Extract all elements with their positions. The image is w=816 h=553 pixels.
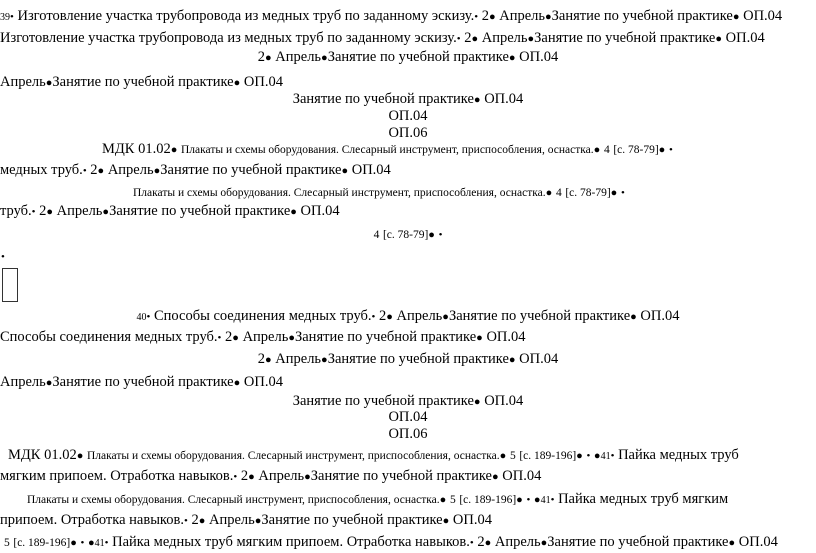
source-number: 4 [373, 229, 380, 241]
subject-code-line: ОП.06 [388, 125, 428, 141]
lesson-40-row-3 [0, 350, 816, 369]
bullet-icon: ● [198, 515, 206, 527]
subject-code: ОП.04 [725, 30, 765, 46]
lesson-topic: Способы соединения медных труб. [153, 308, 372, 324]
bullet-icon: • [586, 450, 591, 462]
lesson-39-row-3 [0, 48, 816, 67]
fragment-row [0, 202, 340, 221]
bullet-icon: • [31, 206, 36, 218]
lesson-topic: Пайка медных труб мягким припоем. Отработка навыков. [112, 534, 470, 550]
bullet-icon: • [550, 494, 555, 506]
bullet-icon: ● [473, 396, 481, 408]
bullet-icon: ● [265, 52, 272, 64]
fragment-row [0, 161, 391, 180]
bullet-icon: ● [439, 494, 447, 506]
hours: 2 [39, 203, 47, 219]
bullet-icon: ● [658, 144, 666, 156]
month: Апрель [242, 329, 289, 345]
subject-code: ОП.04 [640, 308, 680, 324]
bullet-icon: ● [254, 515, 262, 527]
month: Апрель [499, 8, 545, 24]
lesson-41-row [0, 467, 541, 486]
hours: 2 [191, 512, 199, 528]
subject-code: ОП.04 [484, 91, 524, 107]
lesson-39-row [0, 7, 782, 27]
lesson-type: Занятие по учебной практике [292, 393, 474, 409]
lesson-type: Занятие по учебной практике [292, 91, 474, 107]
month: Апрель [208, 512, 255, 528]
bullet-icon: • [80, 537, 85, 549]
materials-row-2 [27, 490, 728, 510]
lesson-type: Занятие по учебной практике [109, 203, 291, 219]
bullet-icon: ● [499, 450, 507, 462]
bullet-icon: ● [233, 377, 241, 389]
bullet-icon: • [474, 11, 479, 23]
bullet-icon: ● [471, 33, 479, 45]
bullet-icon: ● [732, 11, 740, 23]
lesson-topic: мягким припоем. Отработка навыков. [0, 468, 234, 484]
subject-code: ОП.04 [738, 534, 778, 550]
month: Апрель [56, 203, 103, 219]
hours: 2 [225, 329, 233, 345]
subject-code-line: ОП.06 [388, 426, 428, 442]
materials: Плакаты и схемы оборудования. Слесарный инструмент, приспособления, оснастка. [181, 144, 594, 156]
bullet-icon: ● [593, 450, 601, 462]
subject-code: ОП.04 [452, 512, 492, 528]
bullet-icon: ● [232, 332, 239, 344]
bullet-icon: • [526, 494, 531, 506]
empty-frame [2, 268, 18, 302]
lesson-type: Занятие по учебной практике [534, 30, 716, 46]
materials-row [133, 183, 625, 202]
bullet-icon: ● [488, 11, 496, 23]
subject-code: ОП.04 [519, 351, 559, 367]
materials: Плакаты и схемы оборудования. Слесарный инструмент, приспособления, оснастка. [133, 187, 546, 199]
lesson-topic: труб. [0, 203, 32, 219]
bullet-icon: ● [102, 206, 110, 218]
month: Апрель [481, 30, 528, 46]
bullet-icon: ● [508, 354, 516, 366]
bullet-icon: ● [442, 515, 450, 527]
bullet-icon: ● [527, 33, 535, 45]
bullet-icon: ● [97, 165, 105, 177]
bullet-icon: ● [544, 11, 552, 23]
bullet-icon: • [82, 165, 87, 177]
page-reference: [с. 78-79] [382, 229, 429, 241]
bullet-icon: • [610, 450, 615, 462]
source-number: 4 [603, 144, 610, 156]
subject-code: ОП.04 [486, 329, 526, 345]
bullet-icon: ● [170, 144, 178, 156]
bullet-icon: ● [341, 165, 349, 177]
bullet-icon: ● [290, 206, 297, 218]
bullet-icon: ● [321, 52, 328, 64]
hours: 2 [240, 468, 249, 484]
lesson-topic: Способы соединения медных труб. [0, 329, 218, 345]
lesson-type: Занятие по учебной практике [160, 162, 342, 178]
bullet-icon: ● [248, 471, 255, 483]
month: Апрель [258, 468, 305, 484]
lone-bullet [1, 247, 5, 266]
lesson-number: 39 [0, 12, 10, 23]
subject-code: ОП.04 [743, 8, 783, 24]
lesson-type: Занятие по учебной практике [547, 534, 729, 550]
bullet-icon: • [217, 332, 222, 344]
mdk-row [102, 140, 673, 159]
lesson-40-row [0, 307, 816, 327]
hours: 2 [477, 534, 485, 550]
bullet-icon: • [10, 11, 14, 23]
mdk-code: МДК 01.02 [8, 447, 77, 463]
bullet-icon: • [469, 537, 474, 549]
bullet-icon: ● [46, 206, 54, 218]
source-number: 5 [449, 494, 456, 506]
hours: 2 [379, 308, 387, 324]
lesson-type: Занятие по учебной практике [52, 74, 234, 90]
bullet-icon: ● [476, 332, 483, 344]
hours: 2 [257, 351, 265, 367]
bullet-icon: ● [70, 537, 77, 549]
source-number: 5 [4, 537, 10, 549]
bullet-icon: • [620, 187, 625, 199]
bullet-icon: • [371, 311, 376, 323]
bullet-icon: ● [533, 494, 541, 506]
mdk-row-2 [8, 446, 739, 466]
materials: Плакаты и схемы оборудования. Слесарный инструмент, приспособления, оснастка. [27, 494, 440, 506]
month: Апрель [107, 162, 154, 178]
mdk-code: МДК 01.02 [102, 141, 171, 157]
bullet-icon: ● [321, 354, 328, 366]
bullet-icon: ● [630, 311, 637, 323]
bullet-icon: ● [593, 144, 601, 156]
bullet-icon: ● [304, 471, 311, 483]
subject-code-line: ОП.04 [388, 409, 428, 425]
month: Апрель [275, 49, 322, 65]
subject-code: ОП.04 [351, 162, 391, 178]
lesson-number: 41 [540, 495, 551, 506]
bullet-icon: ● [428, 229, 435, 241]
subject-code: ОП.04 [243, 374, 283, 390]
bullet-icon: ● [288, 332, 295, 344]
lesson-type: Занятие по учебной практике [327, 49, 509, 65]
bullet-icon: • [104, 537, 109, 549]
bullet-icon: ● [76, 450, 84, 462]
page-reference: [с. 78-79] [613, 144, 659, 156]
lesson-number: 41 [94, 538, 105, 549]
bullet-icon: • [233, 471, 238, 483]
subject-code: ОП.04 [519, 49, 559, 65]
lesson-topic: Изготовление участка трубопровода из медных труб по заданному эскизу. [0, 30, 457, 46]
hours: 2 [90, 162, 98, 178]
reference-row [0, 225, 816, 244]
bullet-icon: • [183, 515, 188, 527]
subject-code: ОП.04 [243, 74, 283, 90]
page-reference: [с. 78-79] [565, 187, 611, 199]
bullet-icon: ● [153, 165, 161, 177]
bullet-icon: ● [233, 77, 241, 89]
lesson-41-row-2 [0, 511, 492, 530]
bullet-icon: ● [45, 377, 53, 389]
bullet-icon: ● [484, 537, 492, 549]
bullet-icon: • [456, 33, 461, 45]
bullet-icon: • [438, 229, 443, 241]
page-reference: [с. 189-196] [459, 494, 517, 506]
lesson-topic: медных труб. [0, 162, 83, 178]
lesson-topic: Пайка медных труб [618, 447, 739, 463]
month: Апрель [0, 74, 46, 90]
lesson-39-row-2 [0, 29, 765, 48]
bullet-icon: ● [545, 187, 553, 199]
month: Апрель [494, 534, 541, 550]
lesson-type: Занятие по учебной практике [448, 308, 631, 324]
lesson-41-row-3 [4, 533, 778, 553]
lesson-type: Занятие по учебной практике [294, 329, 477, 345]
page-reference: [с. 189-196] [13, 537, 71, 549]
hours: 2 [464, 30, 472, 46]
page-reference: [с. 189-196] [519, 450, 577, 462]
bullet-icon: ● [491, 471, 499, 483]
bullet-icon: • [1, 251, 5, 263]
month: Апрель [0, 374, 46, 390]
bullet-icon: ● [87, 537, 95, 549]
bullet-icon: ● [576, 450, 583, 462]
bullet-icon: ● [473, 94, 481, 106]
bullet-icon: ● [516, 494, 523, 506]
bullet-icon: ● [715, 33, 722, 45]
bullet-icon: ● [728, 537, 736, 549]
lesson-type: Занятие по учебной практике [261, 512, 443, 528]
lesson-40-row-2 [0, 328, 526, 347]
lesson-type: Занятие по учебной практике [327, 351, 509, 367]
lesson-type: Занятие по учебной практике [52, 374, 234, 390]
bullet-icon: ● [45, 77, 53, 89]
bullet-icon: ● [508, 52, 516, 64]
lesson-topic: Пайка медных труб мягким [558, 491, 729, 507]
subject-code-line: ОП.04 [388, 108, 428, 124]
month: Апрель [275, 351, 322, 367]
source-number: 4 [555, 187, 562, 199]
source-number: 5 [509, 450, 516, 462]
subject-code: ОП.04 [300, 203, 340, 219]
materials: Плакаты и схемы оборудования. Слесарный инструмент, приспособления, оснастка. [87, 450, 500, 462]
lesson-topic: припоем. Отработка навыков. [0, 512, 184, 528]
lesson-type: Занятие по учебной практике [551, 8, 733, 24]
bullet-icon: ● [610, 187, 618, 199]
hours: 2 [257, 49, 265, 65]
bullet-icon: ● [386, 311, 393, 323]
month: Апрель [396, 308, 443, 324]
lesson-40-row-4 [0, 373, 283, 392]
bullet-icon: • [668, 144, 673, 156]
subject-code: ОП.04 [484, 393, 524, 409]
subject-code: ОП.04 [502, 468, 542, 484]
bullet-icon: ● [540, 537, 548, 549]
bullet-icon: ● [265, 354, 272, 366]
lesson-number: 40 [136, 312, 147, 323]
hours: 2 [481, 8, 489, 24]
lesson-topic: Изготовление участка трубопровода из медных труб по заданному эскизу. [17, 8, 475, 24]
bullet-icon: • [146, 311, 151, 323]
lesson-type: Занятие по учебной практике [310, 468, 492, 484]
lesson-number: 41 [600, 451, 611, 462]
bullet-icon: ● [442, 311, 449, 323]
